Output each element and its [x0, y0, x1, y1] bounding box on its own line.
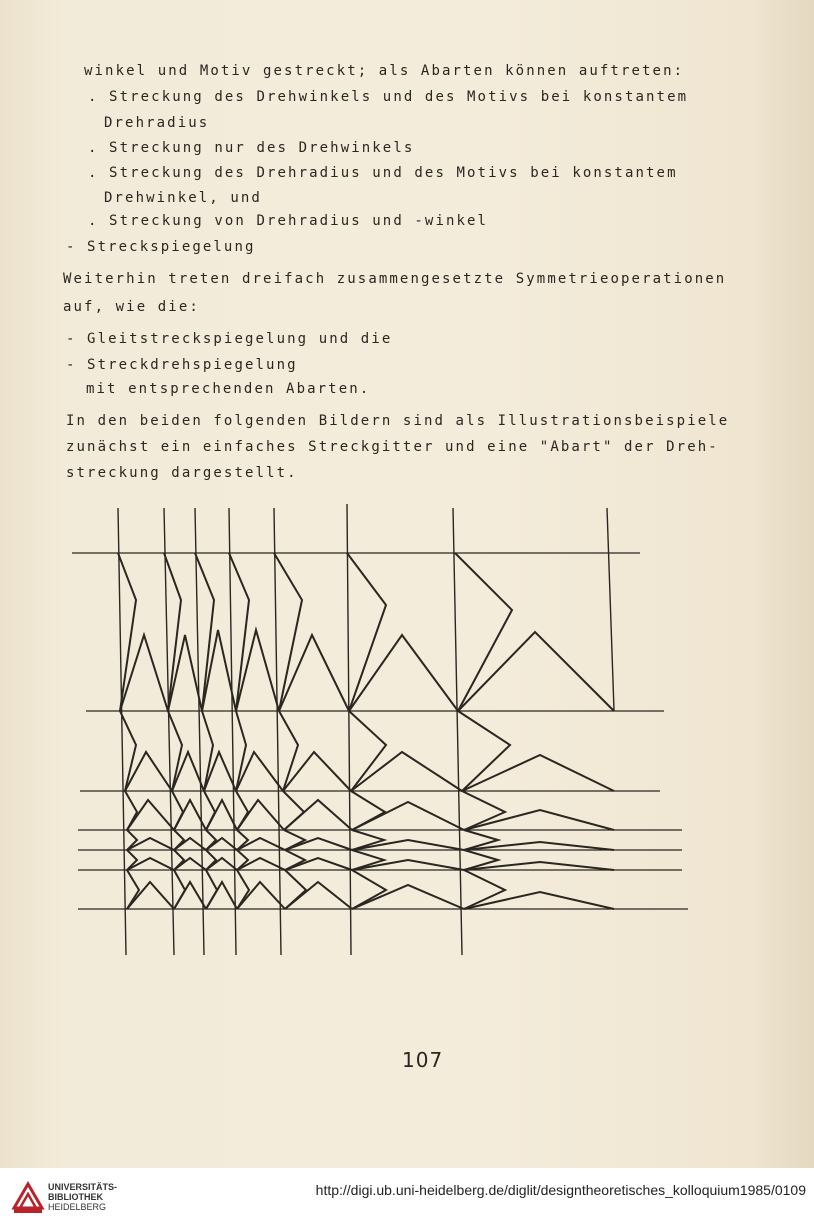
- text-line-2: . Streckung des Drehwinkels und des Motivs bei konstantem: [88, 89, 689, 105]
- library-logo-icon[interactable]: [8, 1178, 48, 1218]
- source-url-link[interactable]: http://digi.ub.uni-heidelberg.de/diglit/designtheoretisches_kolloquium1985/0109: [315, 1182, 806, 1198]
- library-name-line: HEIDELBERG: [48, 1202, 107, 1212]
- text-line-4: . Streckung nur des Drehwinkels: [88, 140, 415, 156]
- text-line-14: In den beiden folgenden Bildern sind als Illustrationsbeispiele: [66, 413, 730, 429]
- text-line-6: Drehwinkel, und: [104, 190, 262, 206]
- text-line-11: - Gleitstreckspiegelung und die: [66, 331, 393, 347]
- motif-zigzags: [118, 553, 614, 909]
- text-line-15: zunächst ein einfaches Streckgitter und eine "Abart" der Dreh-: [66, 439, 719, 455]
- text-line-16: streckung dargestellt.: [66, 465, 298, 481]
- text-line-1: winkel und Motiv gestreckt; als Abarten können auftreten:: [84, 63, 685, 79]
- text-line-7: . Streckung von Drehradius und -winkel: [88, 213, 489, 229]
- text-line-5: . Streckung des Drehradius und des Motivs bei konstantem: [88, 165, 678, 181]
- text-line-3: Drehradius: [104, 115, 210, 131]
- text-line-9: Weiterhin treten dreifach zusammengesetzte Symmetrieoperationen: [63, 271, 727, 287]
- text-line-8: - Streckspiegelung: [66, 239, 256, 255]
- text-line-12: - Streckdrehspiegelung: [66, 357, 298, 373]
- text-line-10: auf, wie die:: [63, 299, 200, 315]
- viewer-footer: [0, 1168, 814, 1228]
- library-name-line: BIBLIOTHEK: [48, 1192, 103, 1202]
- library-name-line: UNIVERSITÄTS-: [48, 1182, 118, 1192]
- library-name: [48, 1182, 117, 1212]
- page-number: 107: [402, 1048, 444, 1072]
- text-line-13: mit entsprechenden Abarten.: [86, 381, 371, 397]
- stretch-lattice-figure: [0, 500, 814, 960]
- horizontal-grid-lines: [72, 553, 688, 909]
